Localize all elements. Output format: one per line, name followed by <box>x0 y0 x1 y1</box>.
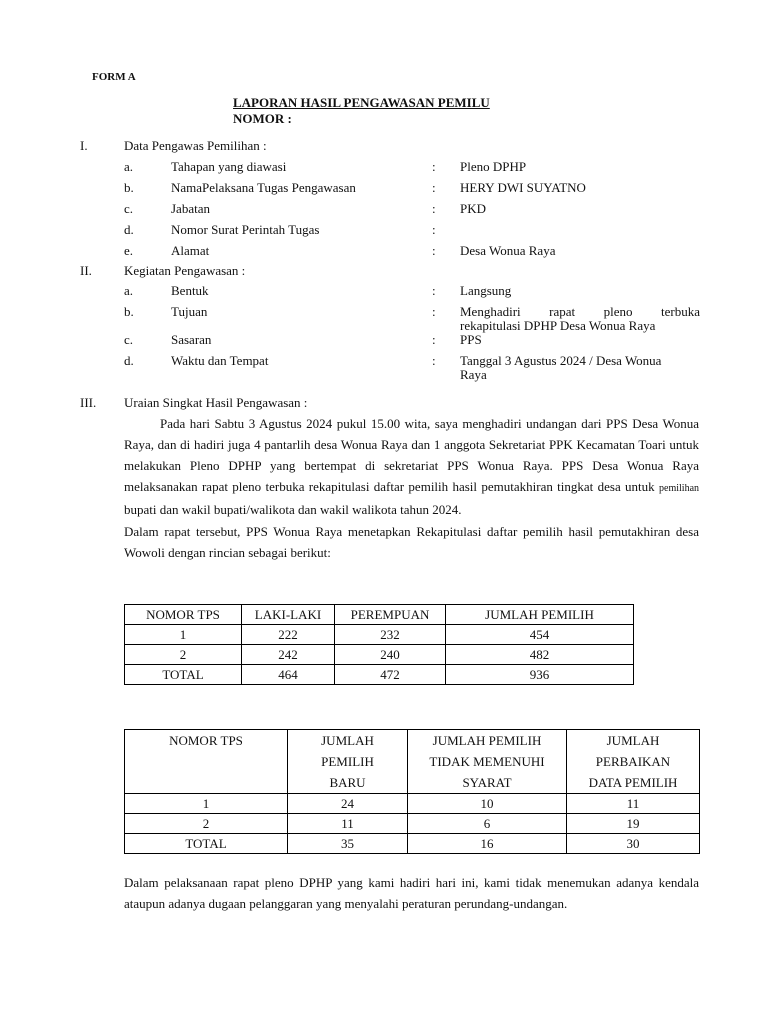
paragraph-1-small-word: pemilihan <box>659 483 700 494</box>
table-header-line: DATA PEMILIH <box>588 775 678 790</box>
table-header-line: JUMLAH PEMILIH <box>432 733 542 748</box>
form-label: FORM A <box>92 71 136 83</box>
item-value: PPS <box>460 332 482 347</box>
table-row <box>125 814 700 834</box>
table-cell: 11 <box>567 794 700 814</box>
table-cell: 232 <box>335 625 446 645</box>
item-value: HERY DWI SUYATNO <box>460 180 586 195</box>
table-cell: 2 <box>125 645 242 665</box>
item-colon: : <box>432 304 436 319</box>
item-value-line: Tanggal 3 Agustus 2024 / Desa Wonua <box>460 353 662 368</box>
table-cell: 24 <box>288 794 408 814</box>
item-label: Bentuk <box>171 283 209 298</box>
table-row <box>125 665 634 685</box>
table-header <box>125 730 288 794</box>
item-label: Nomor Surat Perintah Tugas <box>171 222 320 237</box>
item-letter: b. <box>124 304 134 319</box>
item-colon: : <box>432 159 436 174</box>
table-cell: 936 <box>446 665 634 685</box>
voter-recap-table <box>124 604 634 685</box>
table-header: PEREMPUAN <box>335 605 446 625</box>
table-header-line: TIDAK MEMENUHI <box>429 754 545 769</box>
item-label: Sasaran <box>171 332 212 347</box>
section-3-title: Uraian Singkat Hasil Pengawasan : <box>124 395 308 410</box>
table-cell: 10 <box>408 794 567 814</box>
item-value-line: rekapitulasi DPHP Desa Wonua Raya <box>460 318 656 333</box>
table-cell: 2 <box>125 814 288 834</box>
table-cell: 464 <box>242 665 335 685</box>
section-1-title: Data Pengawas Pemilihan : <box>124 138 267 153</box>
table-header-line: JUMLAH <box>606 733 660 748</box>
item-value: Langsung <box>460 283 512 298</box>
item-colon: : <box>432 332 436 347</box>
item-colon: : <box>432 353 436 368</box>
table-row <box>125 794 700 814</box>
table-header-line: BARU <box>329 775 366 790</box>
table-header: NOMOR TPS <box>125 605 242 625</box>
item-colon: : <box>432 243 436 258</box>
table-cell: 482 <box>446 645 634 665</box>
item-colon: : <box>432 222 436 237</box>
table-cell: 472 <box>335 665 446 685</box>
item-letter: d. <box>124 222 134 237</box>
table-row <box>125 625 634 645</box>
table-header-line: PERBAIKAN <box>595 754 671 769</box>
table-row <box>125 645 634 665</box>
item-value-line: Menghadiri rapat pleno terbuka <box>460 304 700 319</box>
table-cell: 222 <box>242 625 335 645</box>
paragraph-1 <box>124 413 699 520</box>
item-letter: d. <box>124 353 134 368</box>
paragraph-1-text: Pada hari Sabtu 3 Agustus 2024 pukul 15.00 wita, saya menghadiri undangan dari PPS Desa Wonua Raya, dan di hadiri juga 4 pantarlih desa Wonua Raya dan 1 anggota Sekretariat PPK Kecamatan Toari untuk melakukan Pleno DPHP yang bertempat di sekretariat PPS Wonua Raya. PPS Desa Wonua Raya melaksanakan rapat pleno terbuka rekapitulasi daftar pemilih hasil pemutakhiran tingkat desa untuk <box>124 416 699 494</box>
document-title: LAPORAN HASIL PENGAWASAN PEMILU <box>233 95 490 110</box>
section-2-title: Kegiatan Pengawasan : <box>124 263 246 278</box>
table-header-line: SYARAT <box>462 775 512 790</box>
document-number: NOMOR : <box>233 111 292 126</box>
table-header-line: PEMILIH <box>321 754 374 769</box>
table-cell: 242 <box>242 645 335 665</box>
item-value-line: Raya <box>460 367 487 382</box>
paragraph-1-text-end: bupati dan wakil bupati/walikota dan wakil walikota tahun 2024. <box>124 502 462 517</box>
item-value: Desa Wonua Raya <box>460 243 556 258</box>
table-cell: 35 <box>288 834 408 854</box>
paragraph-2: Dalam rapat tersebut, PPS Wonua Raya menetapkan Rekapitulasi daftar pemilih hasil pemutakhiran desa Wowoli dengan rincian sebagai berikut: <box>124 524 699 560</box>
item-value: PKD <box>460 201 487 216</box>
closing-paragraph: Dalam pelaksanaan rapat pleno DPHP yang kami hadiri hari ini, kami tidak menemukan adanya kendala ataupun adanya dugaan pelanggaran yang menyalahi peraturan perundang-undangan. <box>124 875 699 911</box>
item-label: Tahapan yang diawasi <box>171 159 287 174</box>
section-1-number: I. <box>80 138 88 153</box>
table-header-row <box>125 730 700 794</box>
table-header-row <box>125 605 634 625</box>
table-cell: 1 <box>125 625 242 645</box>
table-cell: 11 <box>288 814 408 834</box>
table-row <box>125 834 700 854</box>
item-colon: : <box>432 283 436 298</box>
table-header <box>408 730 567 794</box>
item-label: Tujuan <box>171 304 208 319</box>
item-letter: c. <box>124 201 134 216</box>
item-label: Waktu dan Tempat <box>171 353 269 368</box>
item-colon: : <box>432 180 436 195</box>
table-cell: 6 <box>408 814 567 834</box>
table-cell: 1 <box>125 794 288 814</box>
item-letter: b. <box>124 180 134 195</box>
item-label: Jabatan <box>171 201 210 216</box>
table-header: LAKI-LAKI <box>242 605 335 625</box>
table-header: JUMLAH PEMILIH <box>446 605 634 625</box>
table-header-line: NOMOR TPS <box>169 733 243 748</box>
table-cell: 240 <box>335 645 446 665</box>
table-header <box>288 730 408 794</box>
table-cell: 454 <box>446 625 634 645</box>
section-3-number: III. <box>80 395 97 410</box>
item-colon: : <box>432 201 436 216</box>
table-header-line: JUMLAH <box>321 733 374 748</box>
item-letter: c. <box>124 332 134 347</box>
table-cell: TOTAL <box>125 834 288 854</box>
item-label: NamaPelaksana Tugas Pengawasan <box>171 180 356 195</box>
table-header <box>567 730 700 794</box>
voter-changes-table <box>124 729 700 854</box>
table-cell: 16 <box>408 834 567 854</box>
item-letter: e. <box>124 243 134 258</box>
section-2-number: II. <box>80 263 92 278</box>
item-letter: a. <box>124 283 134 298</box>
item-label: Alamat <box>171 243 210 258</box>
item-value: Pleno DPHP <box>460 159 527 174</box>
table-cell: 30 <box>567 834 700 854</box>
report-body <box>124 413 699 563</box>
table-cell: TOTAL <box>125 665 242 685</box>
item-letter: a. <box>124 159 134 174</box>
table-cell: 19 <box>567 814 700 834</box>
